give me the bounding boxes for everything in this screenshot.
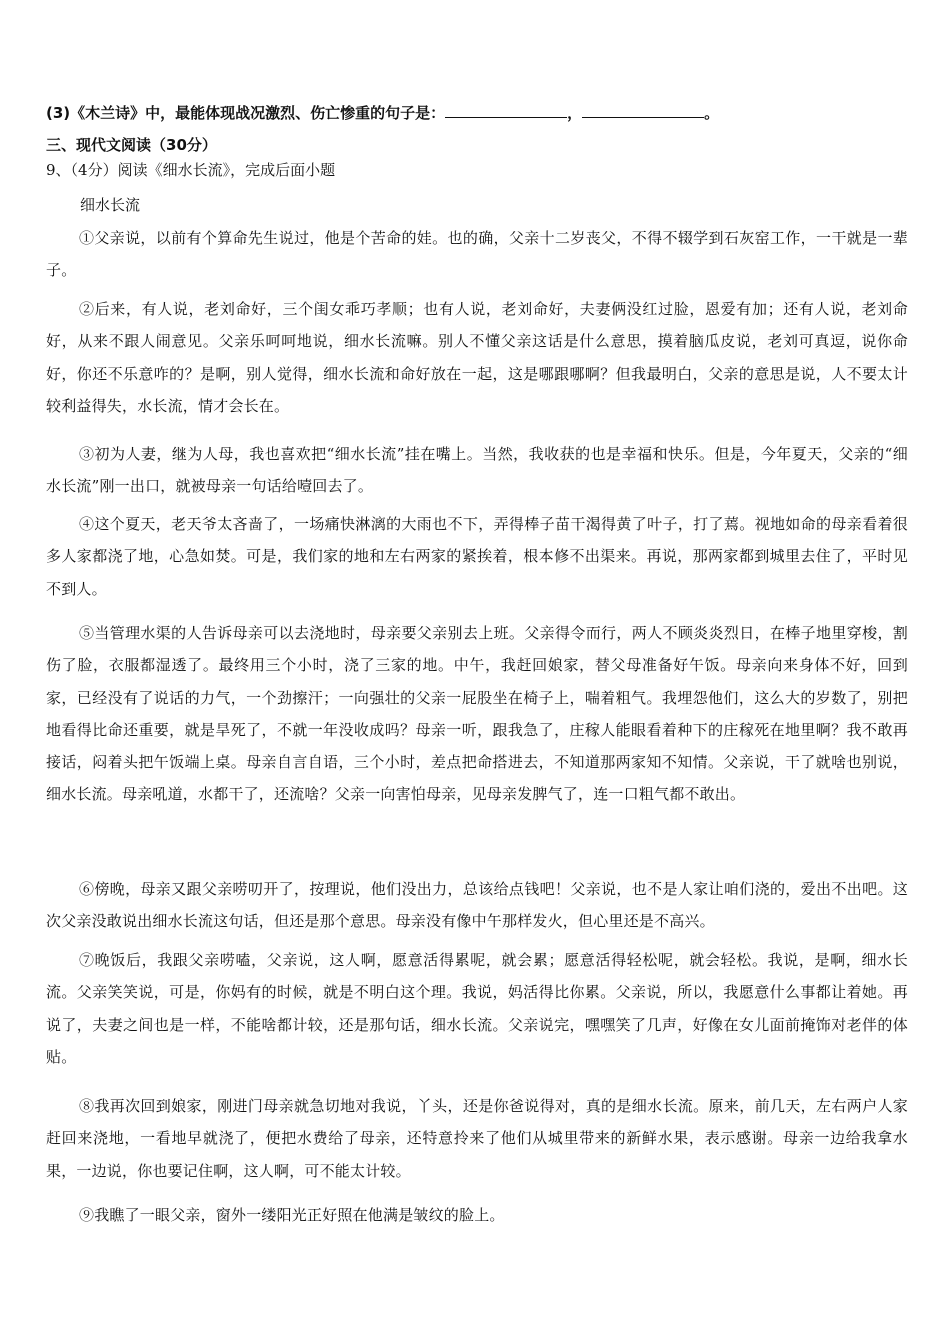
article-paragraph-8: ⑧我再次回到娘家，刚进门母亲就急切地对我说，丫头，还是你爸说得对，真的是细水长流。原来，前几天，左右两户人家赶回来浇地，一看地早就浇了，便把水费给了母亲，还特意拎来了他们从城里带来的新鲜水果，表示感谢。母亲一边给我拿水果，一边说，你也要记住啊，这人啊，可不能太计较。 (46, 1097, 908, 1180)
answer-blank-1[interactable] (445, 103, 567, 118)
article-paragraph-5: ⑤当管理水渠的人告诉母亲可以去浇地时，母亲要父亲别去上班。父亲得令而行，两人不顾炎炎烈日，在棒子地里穿梭，割伤了脸，衣服都湿透了。最终用三个小时，浇了三家的地。中午，我赶回娘家，替父母准备好午饭。母亲向来身体不好，回到家，已经没有了说话的力气，一个劲擦汗；一向强壮的父亲一屁股坐在椅子上，喘着粗气。我埋怨他们，这么大的岁数了，别把地看得比命还重要，就是旱死了，不就一年没收成吗？母亲一听，跟我急了，庄稼人能眼看着种下的庄稼死在地里啊？我不敢再接话，闷着头把午饭端上桌。母亲自言自语，三个小时，差点把命搭进去，不知道那两家知不知情。父亲说，干了就啥也别说，细水长流。母亲吼道，水都干了，还流啥？父亲一向害怕母亲，见母亲发脾气了，连一口粗气都不敢出。 (46, 624, 908, 804)
question-3-comma: ， (567, 104, 583, 122)
article-paragraph-4: ④这个夏天，老天爷太吝啬了，一场痛快淋漓的大雨也不下，弄得棒子苗干渴得黄了叶子，打了蔫。视地如命的母亲看着很多人家都浇了地，心急如焚。可是，我们家的地和左右两家的紧挨着，根本修不出渠来。再说，那两家都到城里去住了，平时见不到人。 (46, 515, 908, 598)
article-paragraph-7: ⑦晚饭后，我跟父亲唠嗑，父亲说，这人啊，愿意活得累呢，就会累；愿意活得轻松呢，就会轻松。我说，是啊，细水长流。父亲笑笑说，可是，你妈有的时候，就是不明白这个理。我说，妈活得比你累。父亲说，所以，我愿意什么事都让着她。再说了，夫妻之间也是一样，不能啥都计较，还是那句话，细水长流。父亲说完，嘿嘿笑了几声，好像在女儿面前掩饰对老伴的体贴。 (46, 951, 908, 1066)
article-paragraph-6: ⑥傍晚，母亲又跟父亲唠叨开了，按理说，他们没出力，总该给点钱吧！父亲说，也不是人家让咱们浇的，爱出不出吧。这次父亲没敢说出细水长流这句话，但还是那个意思。母亲没有像中午那样发火，但心里还是不高兴。 (46, 880, 908, 931)
answer-blank-2[interactable] (582, 103, 704, 118)
article-paragraph-9: ⑨我瞧了一眼父亲，窗外一缕阳光正好照在他满是皱纹的脸上。 (79, 1206, 505, 1224)
article-title: 细水长流 (80, 196, 141, 214)
article-paragraph-2: ②后来，有人说，老刘命好，三个闺女乖巧孝顺；也有人说，老刘命好，夫妻俩没红过脸，恩爱有加；还有人说，老刘命好，从来不跟人闹意见。父亲乐呵呵地说，细水长流嘛。别人不懂父亲这话是什么意思，摸着脑瓜皮说，老刘可真逗，说你命好，你还不乐意咋的？是啊，别人觉得，细水长流和命好放在一起，这是哪跟哪啊？但我最明白，父亲的意思是说，人不要太计较利益得失，水长流，情才会长在。 (46, 300, 908, 415)
question-3-period: 。 (704, 104, 720, 122)
question-3-prompt: (3)《木兰诗》中，最能体现战况激烈、伤亡惨重的句子是： (46, 104, 446, 122)
section-heading: 三、现代文阅读（30分） (46, 136, 217, 154)
article-paragraph-3: ③初为人妻，继为人母，我也喜欢把“细水长流”挂在嘴上。当然，我收获的也是幸福和快乐。但是，今年夏天，父亲的“细水长流”刚一出口，就被母亲一句话给噎回去了。 (46, 445, 908, 496)
article-paragraph-1: ①父亲说，以前有个算命先生说过，他是个苦命的娃。也的确，父亲十二岁丧父，不得不辍学到石灰窑工作，一干就是一辈子。 (46, 229, 908, 280)
question-3 (46, 103, 719, 123)
question-9-intro: 9、（4分）阅读《细水长流》，完成后面小题 (46, 161, 336, 179)
